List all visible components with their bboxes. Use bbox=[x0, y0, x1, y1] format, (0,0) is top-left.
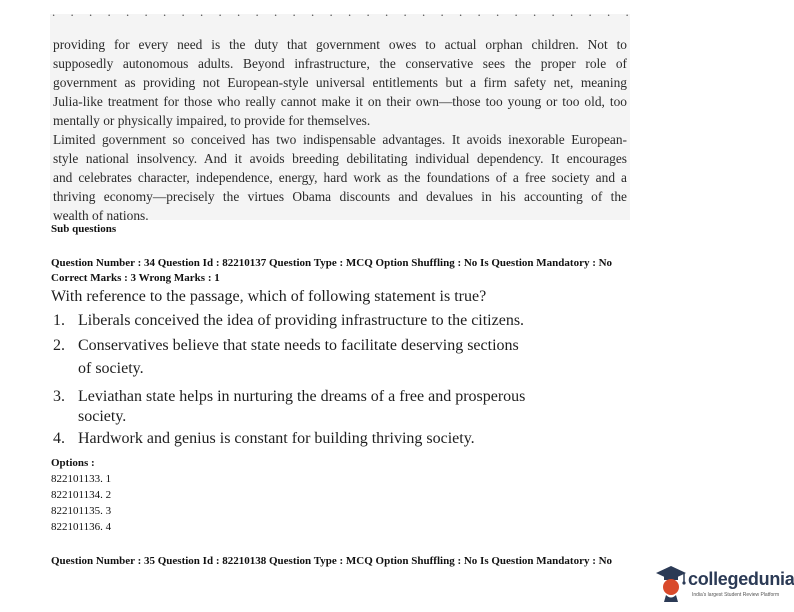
choice-text: Conservatives believe that state needs to facilitate deserving sections bbox=[78, 337, 519, 354]
cropped-text-line: . . . . . . . . . . . . . . . . . . . . . . . . . . . . . . . . bbox=[52, 4, 635, 19]
passage-line: thriving economy—precisely the virtues Obama discounts and devalues in his accounting of the bbox=[53, 189, 627, 204]
question-meta: Question Number : 35 Question Id : 82210138 Question Type : MCQ Option Shuffling : No Is Question Mandatory : No bbox=[51, 555, 613, 567]
collegedunia-logo[interactable] bbox=[654, 562, 794, 604]
question-meta: Question Number : 34 Question Id : 82210137 Question Type : MCQ Option Shuffling : No Is Question Mandatory : No bbox=[51, 257, 613, 269]
passage-line: Julia-like treatment for those who really cannot make it on their own—those too young or too old, too bbox=[53, 94, 627, 109]
option-item: 822101135. 3 bbox=[51, 505, 112, 517]
choice-text: Hardwork and genius is constant for building thriving society. bbox=[78, 430, 475, 447]
passage-line: Limited government so conceived has two indispensable advantages. It avoids inexorable European- bbox=[53, 132, 627, 147]
choice-text: Liberals conceived the idea of providing infrastructure to the citizens. bbox=[78, 312, 525, 329]
option-item: 822101133. 1 bbox=[51, 473, 112, 485]
choice-text-continued: society. bbox=[78, 408, 127, 425]
logo-wordmark: collegedunia bbox=[688, 569, 794, 589]
options-label: Options : bbox=[51, 457, 95, 469]
choice-text: Leviathan state helps in nurturing the dreams of a free and prosperous bbox=[78, 388, 526, 405]
passage-line: wealth of nations. bbox=[53, 208, 149, 223]
question-stem: With reference to the passage, which of following statement is true? bbox=[51, 288, 487, 305]
choice-text-continued: of society. bbox=[78, 360, 144, 377]
sub-questions-label: Sub questions bbox=[51, 223, 117, 235]
passage-line: government as providing not European-style universal entitlements but a firm safety net, meaning bbox=[53, 75, 627, 90]
graduate-icon bbox=[654, 562, 688, 602]
choice-number: 3. bbox=[53, 388, 65, 405]
passage-line: providing for every need is the duty that government owes to actual orphan children. Not to bbox=[53, 37, 627, 52]
choice-number: 4. bbox=[53, 430, 65, 447]
question-marks: Correct Marks : 3 Wrong Marks : 1 bbox=[51, 272, 220, 284]
passage-line: and celebrates character, independence, energy, hard work as the foundations of a free society and a bbox=[53, 170, 627, 185]
logo-tagline: India's largest Student Review Platform bbox=[692, 592, 780, 598]
passage-line: style national insolvency. And it avoids breeding debilitating individual dependency. It encourages bbox=[53, 151, 627, 166]
option-item: 822101136. 4 bbox=[51, 521, 112, 533]
choice-number: 2. bbox=[53, 337, 65, 354]
passage-line: mentally or physically impaired, to provide for themselves. bbox=[53, 113, 371, 128]
option-item: 822101134. 2 bbox=[51, 489, 112, 501]
passage-box bbox=[50, 4, 635, 223]
choice-number: 1. bbox=[53, 312, 65, 329]
passage-line: supposedly autonomous adults. Beyond infrastructure, the conservative sees the proper role of bbox=[53, 56, 627, 71]
